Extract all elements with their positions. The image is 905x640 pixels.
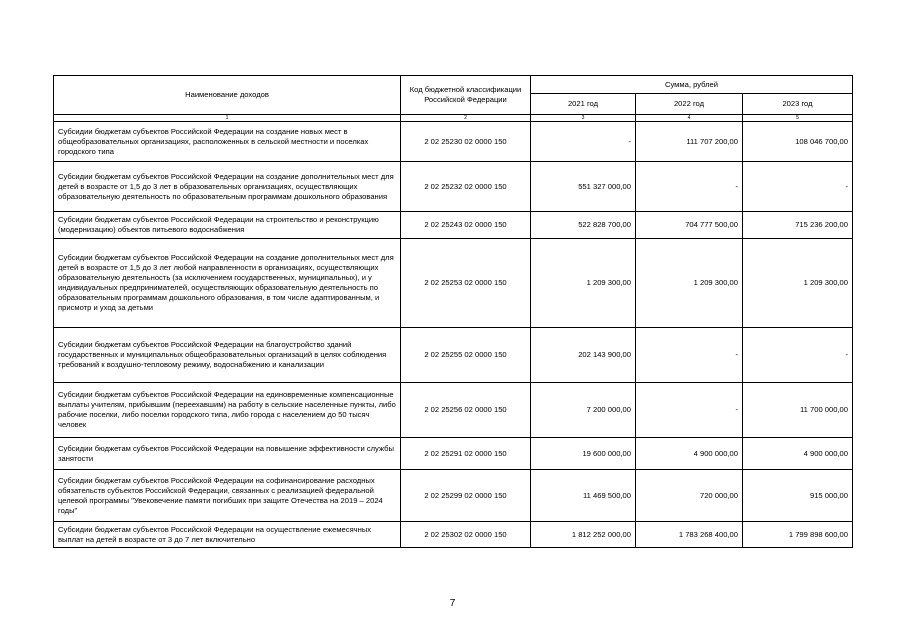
table-row [54,438,853,470]
row-name: Субсидии бюджетам субъектов Российской Федерации на софинансирование расходных обязательств субъектов Российской Федерации, связанных с реализацией федеральной целевой программы "Увековечение памяти погибших при защите Отечества на 2019 – 2024 годы" [54,470,401,522]
column-number: 4 [636,115,743,122]
table-row [54,522,853,548]
row-name: Субсидии бюджетам субъектов Российской Федерации на благоустройство зданий государственных и муниципальных общеобразовательных организаций в целях соблюдения требований к воздушно-тепловому режиму, водоснабжению и канализации [54,328,401,383]
row-amount-2023: 1 799 898 600,00 [743,522,853,548]
row-amount-2023: - [743,328,853,383]
column-number: 5 [743,115,853,122]
row-amount-2022: 111 707 200,00 [636,122,743,162]
row-amount-2023: 1 209 300,00 [743,239,853,328]
row-code: 2 02 25253 02 0000 150 [401,239,531,328]
header-sum: Сумма, рублей [531,76,853,94]
column-number: 3 [531,115,636,122]
row-amount-2021: 202 143 900,00 [531,328,636,383]
row-amount-2022: 720 000,00 [636,470,743,522]
row-code: 2 02 25230 02 0000 150 [401,122,531,162]
table-row [54,212,853,239]
table-row [54,239,853,328]
header-year-2022: 2022 год [636,94,743,115]
row-name: Субсидии бюджетам субъектов Российской Федерации на создание дополнительных мест для детей в возрасте от 1,5 до 3 лет любой направленности в организациях, осуществляющих образовательную деятельность (за исключением государственных, муниципальных), и у индивидуальных предпринимателей, осуществляющих образовательную деятельность по образовательным программам дошкольного образования, в том числе адаптированным, и присмотр и уход за детьми [54,239,401,328]
row-amount-2023: - [743,162,853,212]
column-number: 1 [54,115,401,122]
row-amount-2022: 1 209 300,00 [636,239,743,328]
row-amount-2022: - [636,162,743,212]
header-year-2021: 2021 год [531,94,636,115]
row-amount-2023: 11 700 000,00 [743,383,853,438]
table-row [54,162,853,212]
row-amount-2023: 4 900 000,00 [743,438,853,470]
row-amount-2023: 108 046 700,00 [743,122,853,162]
page-number: 7 [449,598,456,609]
row-amount-2023: 915 000,00 [743,470,853,522]
row-code: 2 02 25255 02 0000 150 [401,328,531,383]
row-amount-2021: 522 828 700,00 [531,212,636,239]
row-name: Субсидии бюджетам субъектов Российской Федерации на единовременные компенсационные выплаты учителям, прибывшим (переехавшим) на работу в сельские населенные пункты, либо рабочие поселки, либо поселки городского типа, либо города с населением до 50 тысяч человек [54,383,401,438]
table-row [54,383,853,438]
row-code: 2 02 25243 02 0000 150 [401,212,531,239]
row-name: Субсидии бюджетам субъектов Российской Федерации на повышение эффективности службы занятости [54,438,401,470]
table-row [54,470,853,522]
table-row [54,122,853,162]
row-amount-2023: 715 236 200,00 [743,212,853,239]
header-code: Код бюджетной классификации Российской Федерации [401,76,531,115]
row-amount-2021: 19 600 000,00 [531,438,636,470]
row-amount-2022: 4 900 000,00 [636,438,743,470]
row-name: Субсидии бюджетам субъектов Российской Федерации на строительство и реконструкцию (модернизацию) объектов питьевого водоснабжения [54,212,401,239]
row-amount-2022: 1 783 268 400,00 [636,522,743,548]
row-amount-2022: 704 777 500,00 [636,212,743,239]
row-amount-2021: 1 209 300,00 [531,239,636,328]
row-name: Субсидии бюджетам субъектов Российской Федерации на осуществление ежемесячных выплат на детей в возрасте от 3 до 7 лет включительно [54,522,401,548]
header-year-2023: 2023 год [743,94,853,115]
row-code: 2 02 25256 02 0000 150 [401,383,531,438]
row-code: 2 02 25302 02 0000 150 [401,522,531,548]
row-code: 2 02 25299 02 0000 150 [401,470,531,522]
budget-revenue-table [53,75,853,548]
row-name: Субсидии бюджетам субъектов Российской Федерации на создание дополнительных мест для детей в возрасте от 1,5 до 3 лет в образовательных организациях, осуществляющих образовательную деятельность по образовательным программам дошкольного образования [54,162,401,212]
row-amount-2021: 7 200 000,00 [531,383,636,438]
row-amount-2021: 551 327 000,00 [531,162,636,212]
row-name: Субсидии бюджетам субъектов Российской Федерации на создание новых мест в общеобразовательных организациях, расположенных в сельской местности и поселках городского типа [54,122,401,162]
row-amount-2022: - [636,328,743,383]
row-amount-2021: 1 812 252 000,00 [531,522,636,548]
row-code: 2 02 25291 02 0000 150 [401,438,531,470]
column-number: 2 [401,115,531,122]
header-name: Наименование доходов [54,76,401,115]
row-code: 2 02 25232 02 0000 150 [401,162,531,212]
row-amount-2022: - [636,383,743,438]
row-amount-2021: - [531,122,636,162]
row-amount-2021: 11 469 500,00 [531,470,636,522]
table-row [54,328,853,383]
